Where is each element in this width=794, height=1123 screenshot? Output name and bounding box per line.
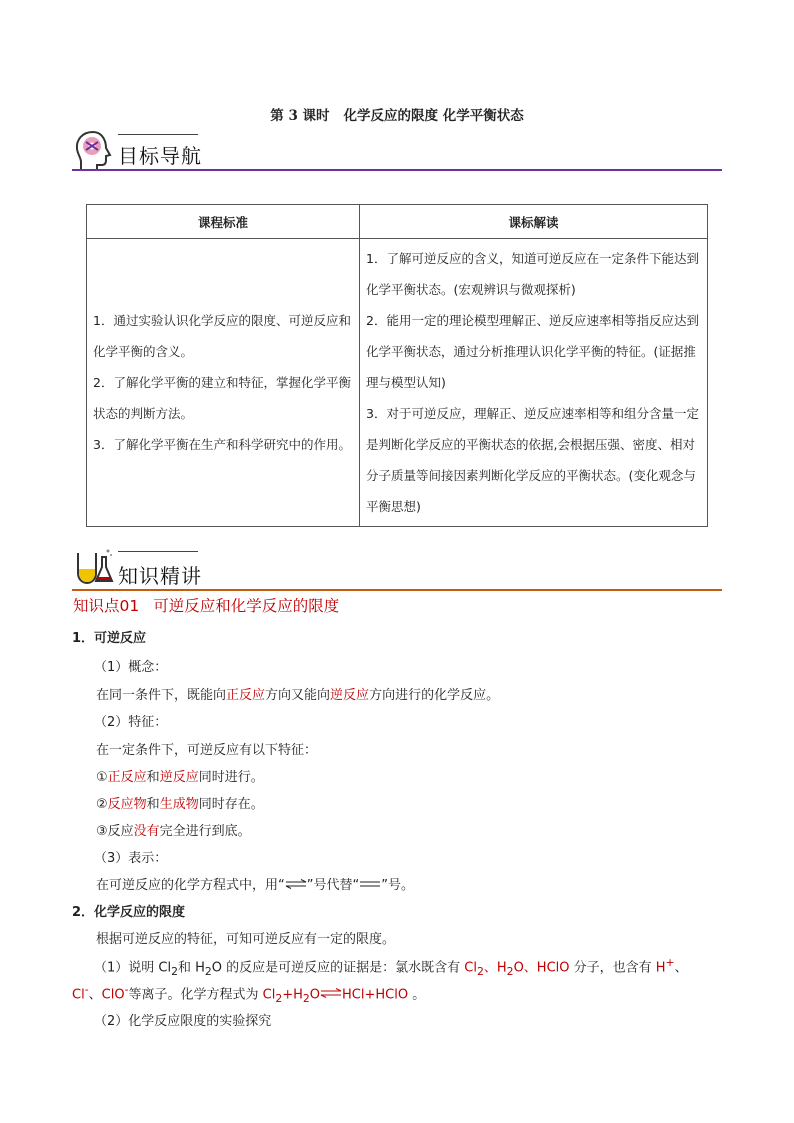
standards-table (86, 204, 708, 527)
table-header: 课标解读 (360, 205, 708, 239)
table-row (87, 239, 708, 527)
knowledge-point-number: 知识点01 (73, 597, 140, 615)
lesson-number: 第 3 课时 (270, 108, 330, 124)
section2-top-rule (118, 551, 198, 552)
subheading-representation: （3）表示： (94, 851, 168, 866)
subheading-concept: （1）概念： (94, 660, 168, 675)
feature-item: ③反应没有完全进行到底。 (96, 824, 251, 839)
feature-item: ①正反应和逆反应同时进行。 (96, 770, 264, 785)
heading-reversible: 1．可逆反应 (72, 631, 147, 646)
representation-line: 在可逆反应的化学方程式中，用“ ”号代替“ ”号。 (96, 878, 414, 893)
section1-rule (72, 169, 722, 171)
evidence-line-1: （1）说明 $Cl_2$和 $H_2O$ 的反应是可逆反应的证据是：氯水既含有 $Cl_2$、$H_2O$、HClO 分子，也含有 H+、 (94, 956, 688, 978)
standard-item: 1．通过实验认识化学反应的限度、可逆反应和化学平衡的含义。 (93, 313, 351, 359)
interpretation-item: 2．能用一定的理论模型理解正、逆反应速率相等指反应达到化学平衡状态，通过分析推理认识化学平衡的特征。(证据推理与模型认知) (366, 313, 699, 390)
knowledge-point-text: 可逆反应和化学反应的限度 (153, 597, 340, 615)
standard-item: 2．了解化学平衡的建立和特征，掌握化学平衡状态的判断方法。 (93, 375, 351, 421)
lab-flask-icon (70, 547, 114, 591)
table-header-row (87, 205, 708, 239)
table-cell-standards (87, 239, 360, 527)
evidence-line-2: Cl-、ClO-等离子。化学方程式为 $Cl_2+H_2O$ HCl+HClO 。 (72, 983, 426, 1005)
section2-heading: 知识精讲 (118, 564, 202, 588)
subheading-features: （2）特征： (94, 715, 168, 730)
table-header: 课程标准 (87, 205, 360, 239)
knowledge-point-title (73, 594, 339, 616)
heading-limit: 2．化学反应的限度 (72, 905, 186, 920)
features-intro: 在一定条件下，可逆反应有以下特征： (96, 743, 318, 758)
interpretation-item: 1．了解可逆反应的含义，知道可逆反应在一定条件下能达到化学平衡状态。(宏观辨识与微观探析) (366, 251, 699, 297)
section1-heading: 目标导航 (118, 144, 202, 168)
feature-item: ②反应物和生成物同时存在。 (96, 797, 264, 812)
reversible-arrow-icon (320, 987, 342, 1002)
section2-rule (72, 589, 722, 591)
lesson-title (0, 104, 794, 124)
limit-intro: 根据可逆反应的特征，可知可逆反应有一定的限度。 (96, 932, 396, 947)
subheading-experiment: （2）化学反应限度的实验探究 (94, 1014, 272, 1029)
standard-item: 3．了解化学平衡在生产和科学研究中的作用。 (93, 437, 351, 452)
equals-sign-icon (359, 878, 381, 893)
reversible-arrow-icon (285, 878, 307, 893)
lesson-topic: 化学反应的限度 化学平衡状态 (343, 108, 524, 124)
definition-line: 在同一条件下，既能向正反应方向又能向逆反应方向进行的化学反应。 (96, 688, 500, 703)
interpretation-item: 3．对于可逆反应，理解正、逆反应速率相等和组分含量一定是判断化学反应的平衡状态的依据,会根据压强、密度、相对分子质量等间接因素判断化学反应的平衡状态。(变化观念与平衡思想) (366, 406, 699, 514)
section1-top-rule (118, 134, 198, 135)
table-cell-interpretation (360, 239, 708, 527)
